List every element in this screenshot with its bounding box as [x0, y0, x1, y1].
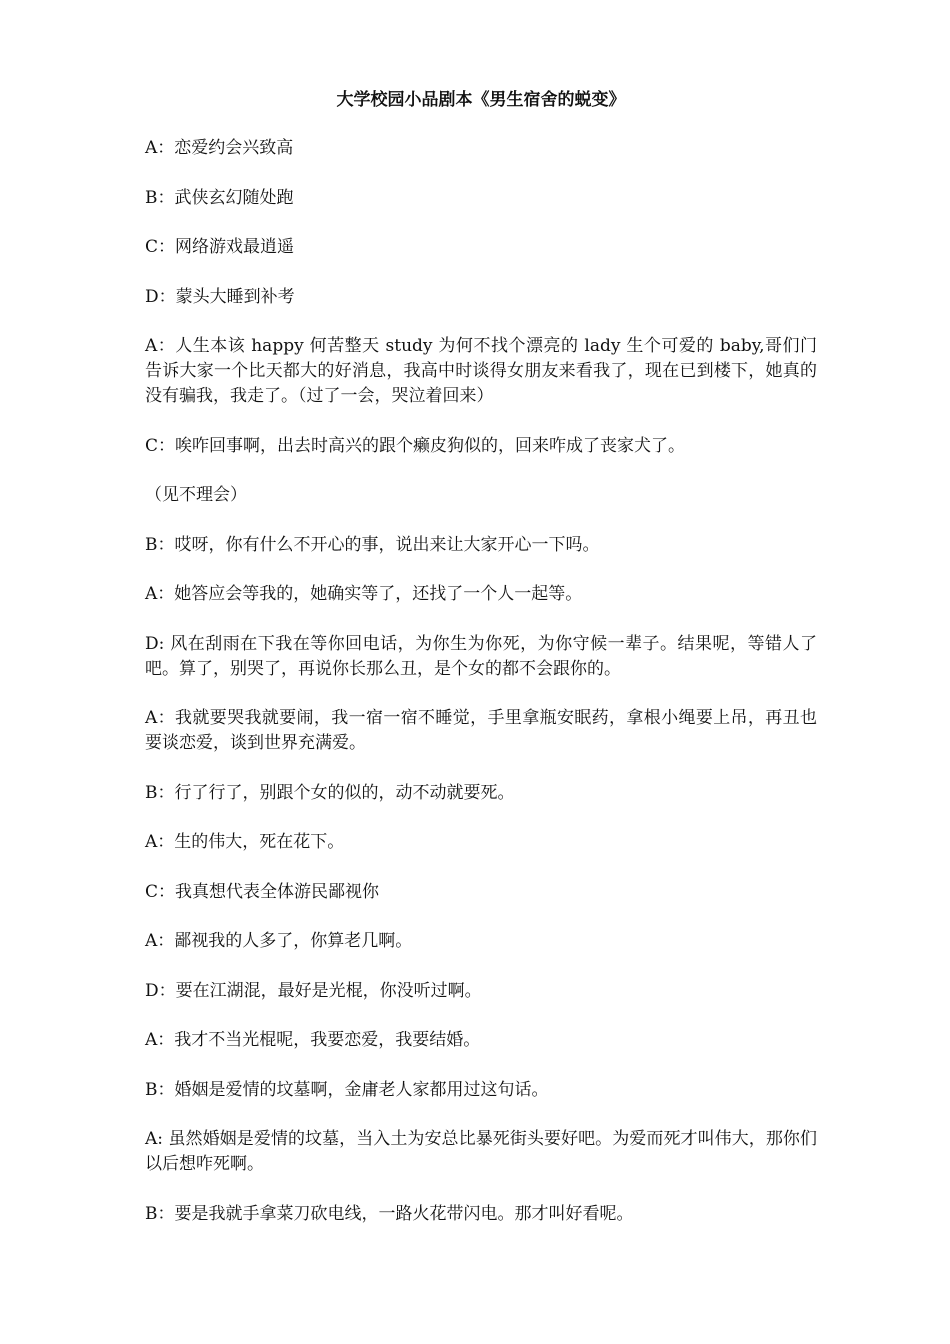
- script-line: A：我就要哭我就要闹，我一宿一宿不睡觉，手里拿瓶安眠药，拿根小绳要上吊，再丑也要谈恋爱，谈到世界充满爱。: [145, 708, 817, 753]
- script-line: A：生的伟大，死在花下。: [145, 832, 345, 852]
- script-line: A: 虽然婚姻是爱情的坟墓，当入土为安总比暴死街头要好吧。为爱而死才叫伟大，那你们以后想咋死啊。: [145, 1129, 817, 1174]
- script-line: D: 风在刮雨在下我在等你回电话，为你生为你死，为你守候一辈子。结果呢，等错人了吧。算了，别哭了，再说你长那么丑，是个女的都不会跟你的。: [145, 633, 817, 679]
- script-line: A：我才不当光棍呢，我要恋爱，我要结婚。: [145, 1030, 481, 1050]
- script-line: D：要在江湖混，最好是光棍，你没听过啊。: [145, 980, 482, 1001]
- script-line: C：网络游戏最逍遥: [145, 237, 295, 257]
- script-line: B：武侠玄幻随处跑: [145, 187, 294, 208]
- script-line: A：鄙视我的人多了，你算老几啊。: [145, 931, 413, 951]
- script-line: A：恋爱约会兴致高: [145, 138, 294, 158]
- script-line: C：唉咋回事啊，出去时高兴的跟个癞皮狗似的，回来咋成了丧家犬了。: [145, 435, 686, 456]
- script-line: D：蒙头大睡到补考: [145, 286, 295, 307]
- script-line: B：哎呀，你有什么不开心的事，说出来让大家开心一下吗。: [145, 534, 600, 555]
- script-line: A：人生本该 happy 何苦整天 study 为何不找个漂亮的 lady 生个可爱的 baby,哥们门告诉大家一个比天都大的好消息，我高中时谈得女朋友来看我了，现在已到楼下，她真的没有骗我，我走了。（过了一会，哭泣着回来）: [145, 336, 817, 406]
- document-page: [145, 88, 817, 1251]
- script-line: B：行了行了，别跟个女的似的，动不动就要死。: [145, 782, 515, 803]
- script-line: B：要是我就手拿菜刀砍电线，一路火花带闪电。那才叫好看呢。: [145, 1203, 634, 1224]
- script-line: B：婚姻是爱情的坟墓啊，金庸老人家都用过这句话。: [145, 1079, 549, 1100]
- script-line: C：我真想代表全体游民鄙视你: [145, 881, 380, 902]
- script-line: A：她答应会等我的，她确实等了，还找了一个人一起等。: [145, 584, 583, 604]
- stage-direction: （见不理会）: [145, 485, 247, 505]
- document-title: 大学校园小品剧本《男生宿舍的蜕变》: [336, 90, 626, 110]
